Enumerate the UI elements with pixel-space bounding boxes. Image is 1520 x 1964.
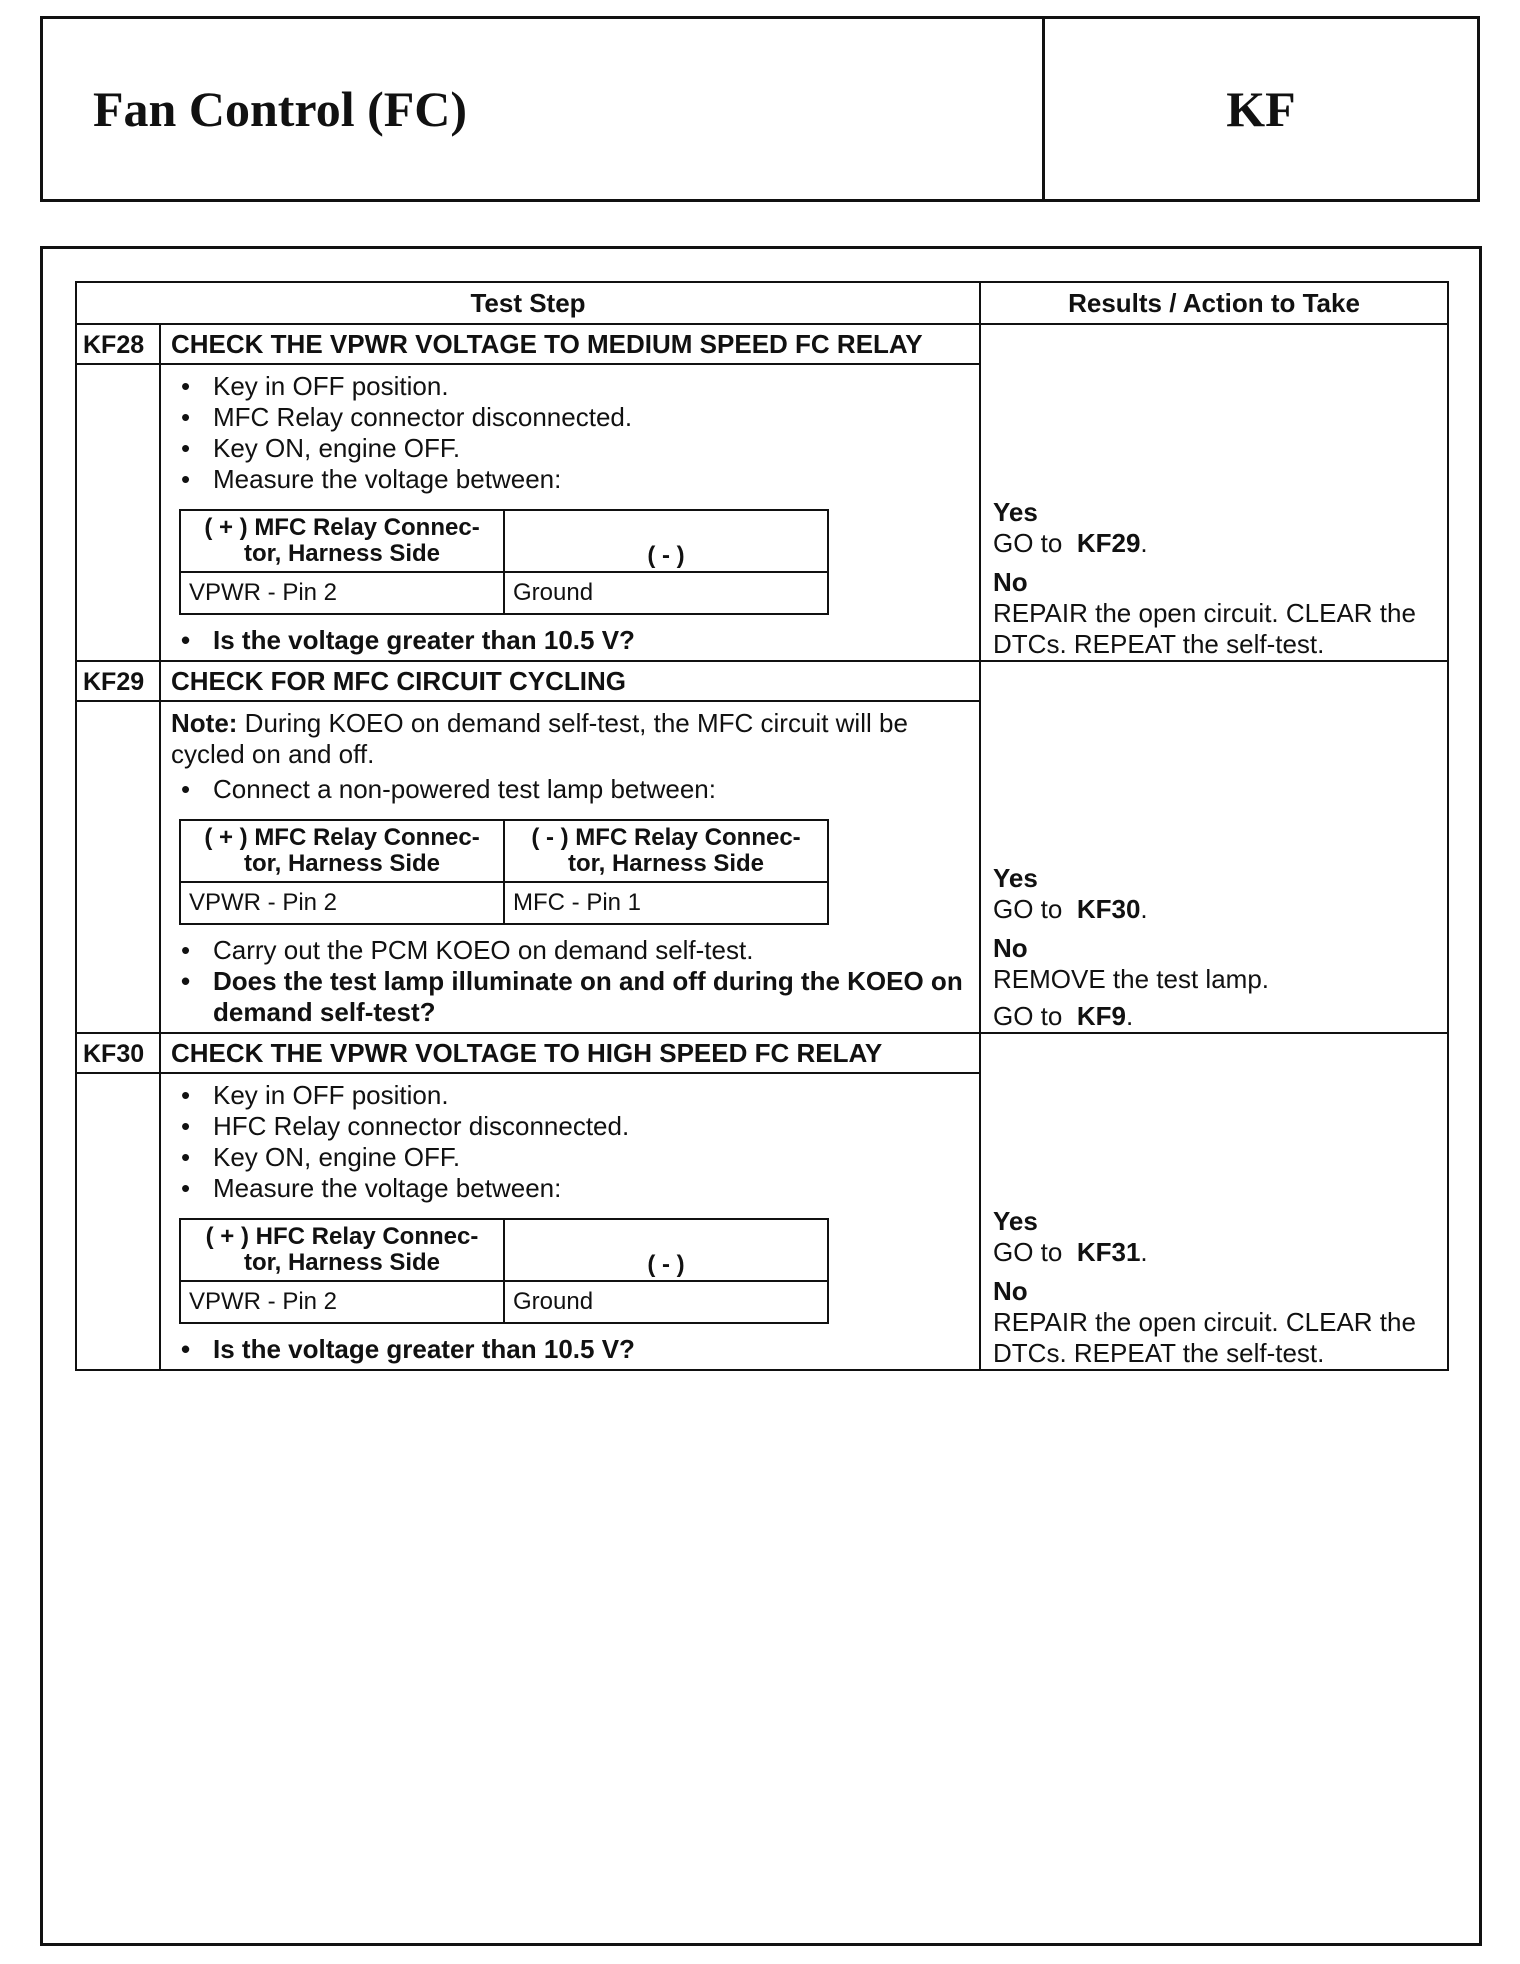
step-kf29-note	[171, 708, 969, 770]
measure-header-negative: ( - )	[504, 510, 828, 572]
step-id-kf28: KF28	[76, 324, 160, 364]
list-item: • HFC Relay connector disconnected.	[213, 1111, 969, 1142]
list-item: • Key in OFF position.	[213, 1080, 969, 1111]
step-kf30-body	[160, 1073, 980, 1370]
step-title-kf28: CHECK THE VPWR VOLTAGE TO MEDIUM SPEED FC RELAY	[160, 324, 980, 364]
list-item: • Measure the voltage between:	[213, 464, 969, 495]
result-yes-end: .	[1140, 528, 1148, 558]
step-title-kf29: CHECK FOR MFC CIRCUIT CYCLING	[160, 661, 980, 701]
list-item: • Connect a non-powered test lamp between:	[213, 774, 969, 805]
step-kf30-title-row	[76, 1033, 1448, 1073]
result-yes-ref: KF29	[1076, 528, 1141, 558]
content-frame	[40, 246, 1482, 1946]
result-yes-action	[993, 528, 1439, 559]
page-title: Fan Control (FC)	[43, 19, 1045, 199]
measurement-table-kf29	[179, 819, 829, 925]
column-header-test-step: Test Step	[76, 282, 980, 324]
list-item: • MFC Relay connector disconnected.	[213, 402, 969, 433]
result-yes-ref: KF30	[1076, 894, 1141, 924]
result-kf29	[980, 661, 1448, 1033]
list-item: • Measure the voltage between:	[213, 1173, 969, 1204]
step-kf28-spacer	[76, 364, 160, 661]
note-text: During KOEO on demand self-test, the MFC circuit will be cycled on and off.	[171, 708, 908, 769]
result-no-label: No	[993, 1276, 1028, 1306]
result-kf30	[980, 1033, 1448, 1370]
result-yes-end: .	[1140, 894, 1148, 924]
list-item: • Key ON, engine OFF.	[213, 1142, 969, 1173]
step-kf30-bullets	[171, 1080, 969, 1204]
result-no-end: .	[1125, 1001, 1134, 1031]
measure-header-positive: ( + ) MFC Relay Connec- tor, Harness Side	[180, 820, 504, 882]
list-item: • Is the voltage greater than 10.5 V?	[213, 625, 969, 656]
result-no-ref: KF9	[1076, 1001, 1126, 1031]
measure-header-negative: ( - ) MFC Relay Connec- tor, Harness Side	[504, 820, 828, 882]
result-yes-text: GO to	[993, 528, 1063, 558]
measure-value-negative: MFC - Pin 1	[504, 882, 828, 924]
note-label: Note:	[171, 708, 238, 738]
step-id-kf29: KF29	[76, 661, 160, 701]
measure-header-positive: ( + ) HFC Relay Connec- tor, Harness Side	[180, 1219, 504, 1281]
measure-value-negative: Ground	[504, 572, 828, 614]
measure-header-positive: ( + ) MFC Relay Connec- tor, Harness Side	[180, 510, 504, 572]
measure-value-positive: VPWR - Pin 2	[180, 572, 504, 614]
result-yes-label: Yes	[993, 863, 1038, 893]
result-yes-label: Yes	[993, 497, 1038, 527]
step-kf28-body	[160, 364, 980, 661]
step-kf29-body	[160, 701, 980, 1033]
measurement-table-kf30	[179, 1218, 829, 1324]
result-no-label: No	[993, 567, 1028, 597]
measure-value-positive: VPWR - Pin 2	[180, 882, 504, 924]
result-yes-action	[993, 894, 1439, 925]
list-item: • Key ON, engine OFF.	[213, 433, 969, 464]
column-header-results: Results / Action to Take	[980, 282, 1448, 324]
measure-value-positive: VPWR - Pin 2	[180, 1281, 504, 1323]
table-header-row	[76, 282, 1448, 324]
result-yes-text: GO to	[993, 1237, 1063, 1267]
step-kf28-title-row	[76, 324, 1448, 364]
step-kf29-bullets	[171, 774, 969, 805]
step-kf29-title-row	[76, 661, 1448, 701]
step-kf28-question	[171, 625, 969, 656]
result-yes-end: .	[1140, 1237, 1148, 1267]
list-item: • Is the voltage greater than 10.5 V?	[213, 1334, 969, 1365]
step-kf29-spacer	[76, 701, 160, 1033]
list-item: • Does the test lamp illuminate on and off during the KOEO on demand self-test?	[213, 966, 969, 1028]
result-yes-ref: KF31	[1076, 1237, 1141, 1267]
test-step-table	[75, 281, 1449, 1371]
step-kf29-bullets-2	[171, 935, 969, 1028]
result-no-label: No	[993, 933, 1028, 963]
result-kf28	[980, 324, 1448, 661]
result-no-action-2	[993, 1001, 1439, 1032]
result-yes-action	[993, 1237, 1439, 1268]
step-kf30-spacer	[76, 1073, 160, 1370]
result-no-action: REMOVE the test lamp.	[993, 964, 1269, 994]
measure-value-negative: Ground	[504, 1281, 828, 1323]
result-no-action: REPAIR the open circuit. CLEAR the DTCs. REPEAT the self-test.	[993, 598, 1416, 659]
header-box	[40, 16, 1480, 202]
section-code: KF	[1226, 81, 1296, 137]
list-item: • Carry out the PCM KOEO on demand self-test.	[213, 935, 969, 966]
step-title-kf30: CHECK THE VPWR VOLTAGE TO HIGH SPEED FC RELAY	[160, 1033, 980, 1073]
result-no-action: REPAIR the open circuit. CLEAR the DTCs. REPEAT the self-test.	[993, 1307, 1416, 1368]
measurement-table-kf28	[179, 509, 829, 615]
list-item: • Key in OFF position.	[213, 371, 969, 402]
measure-header-negative: ( - )	[504, 1219, 828, 1281]
result-yes-label: Yes	[993, 1206, 1038, 1236]
result-yes-text: GO to	[993, 894, 1063, 924]
step-id-kf30: KF30	[76, 1033, 160, 1073]
step-kf30-question	[171, 1334, 969, 1365]
result-no-text2: GO to	[993, 1001, 1063, 1031]
step-kf28-bullets	[171, 371, 969, 495]
